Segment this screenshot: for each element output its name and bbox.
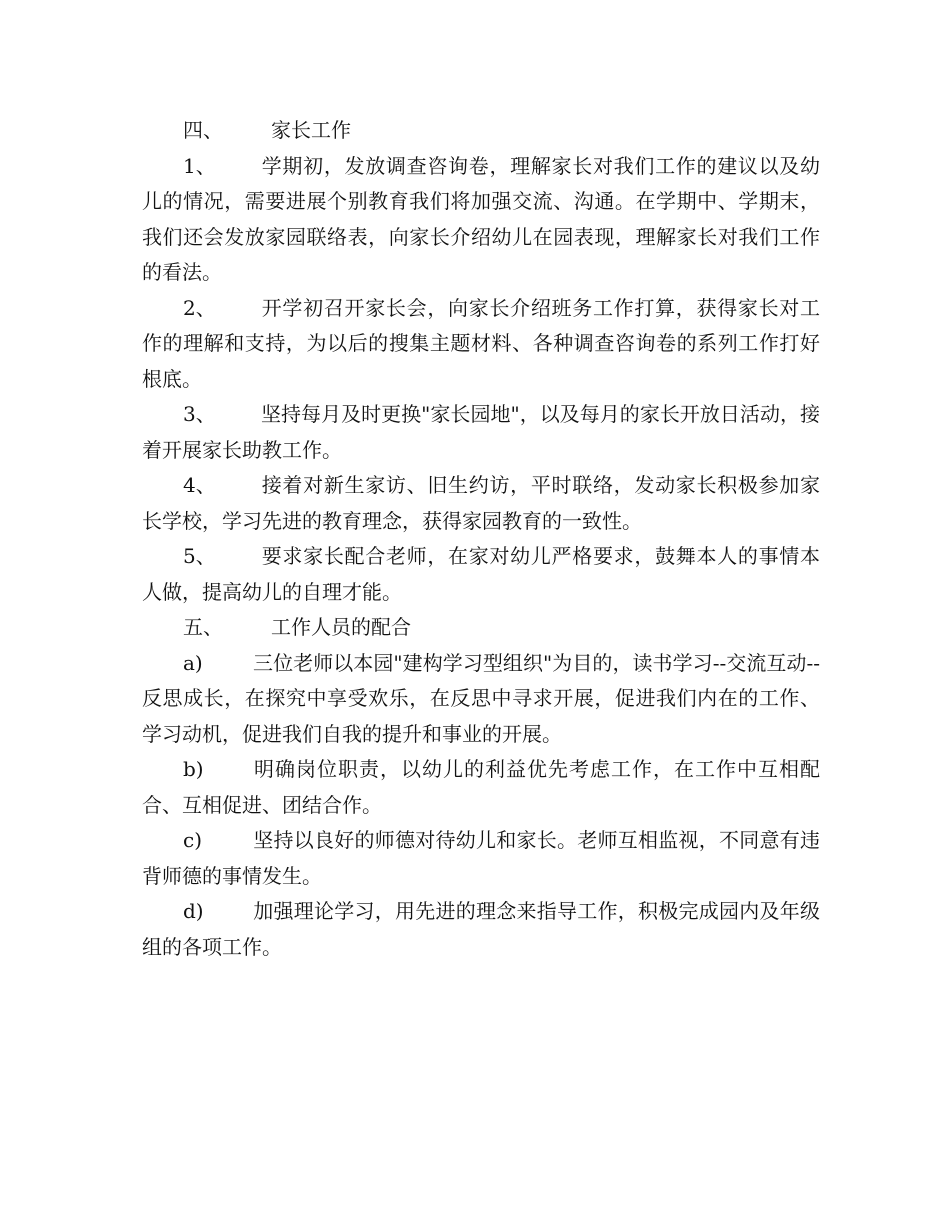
item-text: 开学初召开家长会，向家长介绍班务工作打算，获得家长对工作的理解和支持，为以后的搜集主题材料、各种调查咨询卷的系列工作打好根底。 [142,295,820,391]
section-heading-4 [142,113,820,149]
item-number: 4、 [183,473,216,497]
item-number: d) [183,899,204,923]
section-title: 工作人员的配合 [271,615,411,639]
item-number: 3、 [183,402,216,426]
paragraph-item-c [142,823,820,894]
item-text: 要求家长配合老师，在家对幼儿严格要求，鼓舞本人的事情本人做，提高幼儿的自理才能。 [142,544,820,604]
item-number: 2、 [183,295,216,320]
section-heading-5 [142,610,820,646]
paragraph-item-4 [142,468,820,539]
item-number: 1、 [183,153,216,178]
section-title: 家长工作 [271,118,351,142]
item-text: 加强理论学习，用先进的理念来指导工作，积极完成园内及年级组的各项工作。 [142,899,820,959]
document-body [142,113,820,965]
item-text: 明确岗位职责，以幼儿的利益优先考虑工作，在工作中互相配合、互相促进、团结合作。 [142,757,820,817]
section-number: 四、 [183,118,223,142]
item-text: 坚持以良好的师德对待幼儿和家长。老师互相监视，不同意有违背师德的事情发生。 [142,828,820,888]
item-number: a) [183,650,203,675]
item-text: 接着对新生家访、旧生约访，平时联络，发动家长积极参加家长学校，学习先进的教育理念，获得家园教育的一致性。 [142,473,820,533]
item-text: 三位老师以本园"建构学习型组织"为目的，读书学习--交流互动--反思成长，在探究中享受欢乐，在反思中寻求开展，促进我们内在的工作、学习动机，促进我们自我的提升和事业的开展。 [142,650,820,746]
paragraph-item-3 [142,397,820,468]
paragraph-item-1 [142,149,820,291]
paragraph-item-a [142,646,820,753]
item-text: 学期初，发放调查咨询卷，理解家长对我们工作的建议以及幼儿的情况，需要进展个别教育我们将加强交流、沟通。在学期中、学期末，我们还会发放家园联络表，向家长介绍幼儿在园表现，理解家长对我们工作的看法。 [142,153,820,284]
paragraph-item-2 [142,291,820,398]
item-number: c) [183,828,203,852]
paragraph-item-b [142,752,820,823]
paragraph-item-d [142,894,820,965]
item-number: b) [183,757,204,781]
item-text: 坚持每月及时更换"家长园地"，以及每月的家长开放日活动，接着开展家长助教工作。 [142,402,820,462]
item-number: 5、 [183,544,216,568]
section-number: 五、 [183,615,223,639]
paragraph-item-5 [142,539,820,610]
